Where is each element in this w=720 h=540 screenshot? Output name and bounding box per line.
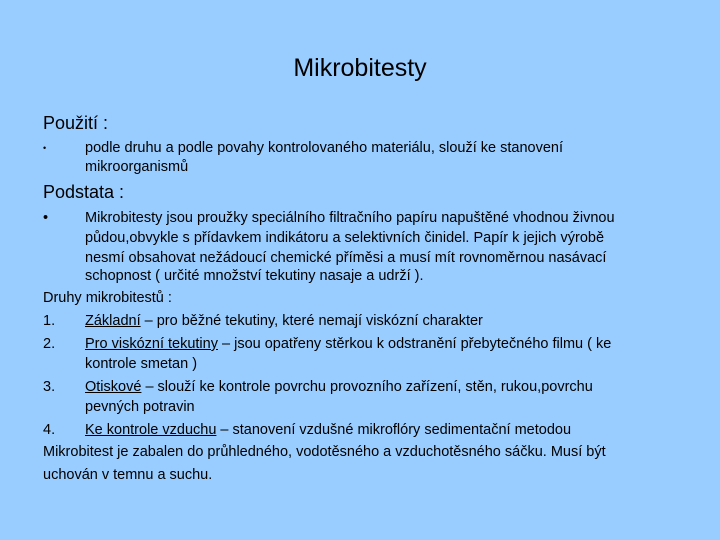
list-item-name: Základní [85,313,141,329]
section-heading-pouziti: Použití : [43,113,109,133]
text-line: mikroorganismů [85,159,189,175]
text-line: nesmí obsahovat nežádoucí chemické příměsi a musí mít rovnoměrnou nasávací [85,250,607,266]
list-number: 4. [43,422,56,438]
text-line: Mikrobitesty jsou proužky speciálního filtračního papíru napuštěné vhodnou živnou [85,210,615,226]
section-heading-podstata: Podstata : [43,182,125,202]
list-item-name: Ke kontrole vzduchu [85,422,217,438]
list-item-name: Pro viskózní tekutiny [85,336,218,352]
bullet-icon: • [43,210,49,226]
list-item [85,311,685,332]
footer-line: Mikrobitest je zabalen do průhledného, vodotěsného a vzduchotěsného sáčku. Musí být [43,444,606,460]
list-item-text: – pro běžné tekutiny, které nemají viskózní charakter [140,313,483,329]
list-item-text: – jsou opatřeny stěrkou k odstranění přebytečného filmu ( ke [217,336,612,352]
list-item-text: – slouží ke kontrole povrchu provozního zařízení, stěn, rukou,povrchu [141,379,593,395]
list-number: 2. [43,336,56,352]
list-item [85,334,685,355]
text-line: půdou,obvykle s přídavkem indikátoru a selektivních činidel. Papír k jejich výrobě [85,230,605,246]
list-item [85,420,685,441]
footer-line: uchován v temnu a suchu. [43,467,213,483]
list-item [85,377,685,398]
list-number: 1. [43,313,56,329]
list-number: 3. [43,379,56,395]
text-line: schopnost ( určité množství tekutiny nasaje a udrží ). [85,268,424,284]
bullet-icon: • [43,143,47,153]
list-item-name: Otiskové [85,379,142,395]
slide-title: Mikrobitesty [293,54,427,82]
text-line: podle druhu a podle povahy kontrolovaného materiálu, slouží ke stanovení [85,140,564,156]
list-item-text: – stanovení vzdušné mikroflóry sedimentační metodou [216,422,572,438]
list-item-continuation: pevných potravin [85,399,195,415]
types-intro: Druhy mikrobitestů : [43,290,172,306]
list-item-continuation: kontrole smetan ) [85,356,198,372]
